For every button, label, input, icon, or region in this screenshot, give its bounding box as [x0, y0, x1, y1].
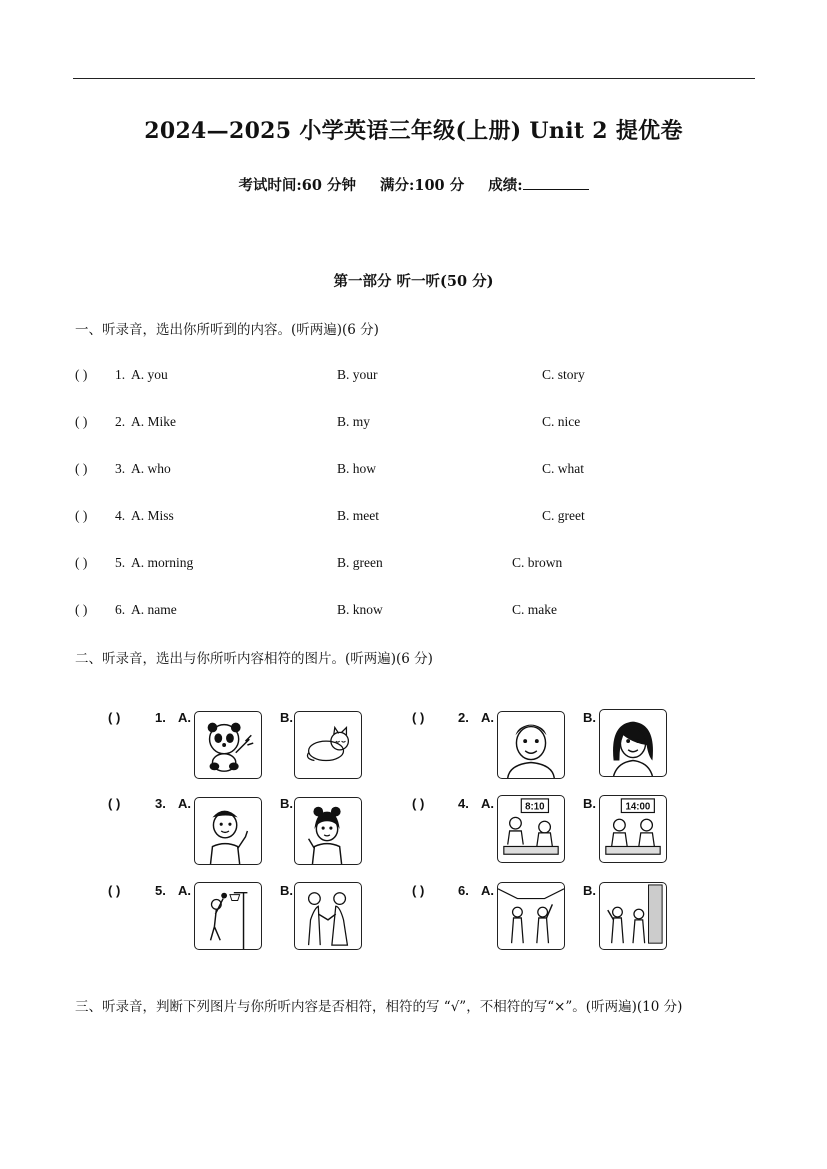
boy-face-icon [498, 712, 564, 778]
answer-blank[interactable]: ( ) [75, 555, 88, 570]
option-c: C. make [512, 602, 557, 617]
option-c: C. story [542, 367, 585, 382]
option-b-picture[interactable] [294, 797, 362, 865]
option-a-picture[interactable] [497, 795, 565, 863]
answer-blank[interactable]: ( ) [412, 710, 425, 725]
full-score: 满分:100 分 [380, 177, 465, 194]
option-b-picture[interactable] [294, 882, 362, 950]
answer-blank[interactable]: ( ) [108, 883, 121, 898]
header-rule [73, 78, 755, 79]
classroom-afternoon-icon [600, 796, 666, 862]
question-number: 2. [115, 414, 126, 429]
page-title: 2024—2025 小学英语三年级(上册) Unit 2 提优卷 [144, 118, 683, 144]
girl-face-icon [600, 710, 666, 776]
option-b: B. green [337, 555, 383, 570]
option-a-label: A. [481, 710, 494, 725]
part-title: 第一部分 听一听(50 分) [333, 273, 494, 290]
boy-pointing-icon [195, 798, 261, 864]
option-a-picture[interactable] [497, 711, 565, 779]
option-b: B. your [337, 367, 378, 382]
question-number: 1. [115, 367, 126, 382]
question-number: 2. [458, 710, 469, 725]
clock-time: 8:10 [525, 801, 545, 813]
option-b-label: B. [583, 710, 596, 725]
option-a: A. you [131, 367, 168, 382]
girl-pointing-icon [295, 798, 361, 864]
question-number: 5. [155, 883, 166, 898]
section-heading: 一、听录音，选出你所听到的内容。(听两遍)(6 分) [75, 322, 379, 338]
kids-greeting-icon [600, 883, 666, 949]
answer-blank[interactable]: ( ) [412, 883, 425, 898]
option-a-label: A. [178, 883, 191, 898]
grade-label: 成绩: [488, 177, 523, 194]
answer-blank[interactable]: ( ) [75, 367, 88, 382]
option-b-label: B. [280, 796, 293, 811]
kids-waving-icon [498, 883, 564, 949]
option-b-label: B. [583, 883, 596, 898]
question-number: 1. [155, 710, 166, 725]
question-number: 4. [458, 796, 469, 811]
option-b-picture[interactable] [599, 709, 667, 777]
option-b-picture[interactable] [599, 882, 667, 950]
option-a-picture[interactable] [194, 711, 262, 779]
classroom-morning-icon [498, 796, 564, 862]
option-a: A. Miss [131, 508, 174, 523]
option-b: B. how [337, 461, 377, 476]
option-b: B. meet [337, 508, 379, 523]
option-a: A. who [131, 461, 171, 476]
option-b-label: B. [280, 883, 293, 898]
option-b-label: B. [583, 796, 596, 811]
answer-blank[interactable]: ( ) [75, 508, 88, 523]
answer-blank[interactable]: ( ) [108, 710, 121, 725]
option-b: B. know [337, 602, 383, 617]
question-number: 3. [115, 461, 126, 476]
grade-blank[interactable] [523, 175, 589, 190]
exam-info [0, 174, 827, 195]
option-a: A. Mike [131, 414, 176, 429]
exam-time: 考试时间:60 分钟 [238, 177, 357, 194]
option-a-picture[interactable] [194, 882, 262, 950]
answer-blank[interactable]: ( ) [75, 414, 88, 429]
option-a: A. name [131, 602, 177, 617]
question-number: 5. [115, 555, 126, 570]
option-b-picture[interactable] [294, 711, 362, 779]
handshake-icon [295, 883, 361, 949]
option-b-label: B. [280, 710, 293, 725]
option-a-label: A. [481, 883, 494, 898]
option-b: B. my [337, 414, 371, 429]
basketball-player-icon [195, 883, 261, 949]
question-number: 4. [115, 508, 126, 523]
option-c: C. nice [542, 414, 581, 429]
question-number: 6. [458, 883, 469, 898]
section-heading: 二、听录音，选出与你所听内容相符的图片。(听两遍)(6 分) [75, 651, 433, 667]
question-number: 3. [155, 796, 166, 811]
option-a-picture[interactable] [497, 882, 565, 950]
option-c: C. greet [542, 508, 585, 523]
option-a-label: A. [178, 796, 191, 811]
option-a-picture[interactable] [194, 797, 262, 865]
option-a: A. morning [131, 555, 194, 570]
answer-blank[interactable]: ( ) [108, 796, 121, 811]
answer-blank[interactable]: ( ) [412, 796, 425, 811]
option-c: C. what [542, 461, 584, 476]
panda-icon [195, 712, 261, 778]
question-number: 6. [115, 602, 126, 617]
option-a-label: A. [481, 796, 494, 811]
option-a-label: A. [178, 710, 191, 725]
option-b-picture[interactable] [599, 795, 667, 863]
section-heading: 三、听录音，判断下列图片与你所听内容是否相符，相符的写 “√”，不相符的写“×”。(听两遍)(10 分) [75, 999, 683, 1015]
option-c: C. brown [512, 555, 563, 570]
clock-time: 14:00 [625, 801, 651, 813]
answer-blank[interactable]: ( ) [75, 602, 88, 617]
cat-icon [295, 712, 361, 778]
answer-blank[interactable]: ( ) [75, 461, 88, 476]
